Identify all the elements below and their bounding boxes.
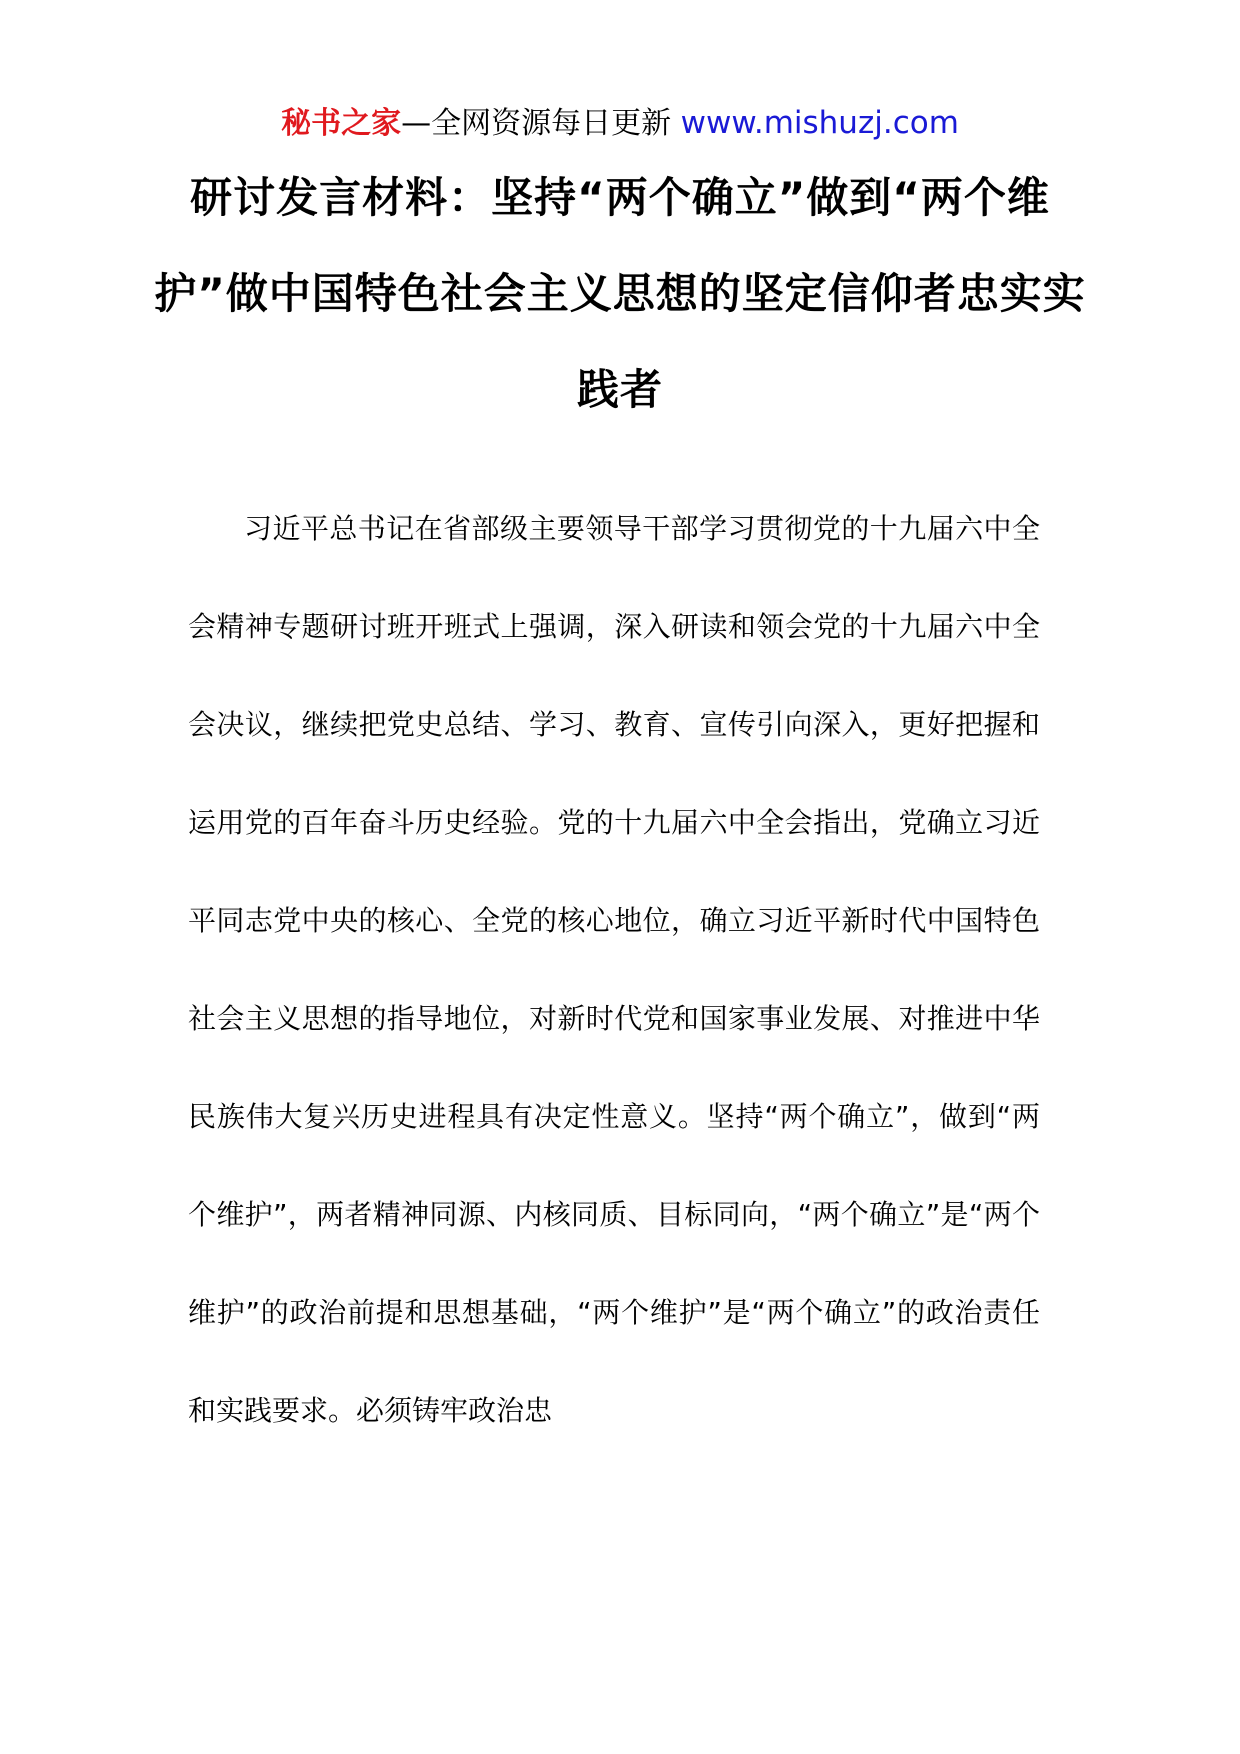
site-brand: 秘书之家 xyxy=(281,106,402,141)
site-tagline: —全网资源每日更新 xyxy=(401,106,681,141)
body-paragraph: 习近平总书记在省部级主要领导干部学习贯彻党的十九届六中全会精神专题研讨班开班式上强调，深入研读和领会党的十九届六中全会决议，继续把党史总结、学习、教育、宣传引向深入，更好把握和运用党的百年奋斗历史经验。党的十九届六中全会指出，党确立习近平同志党中央的核心、全党的核心地位，确立习近平新时代中国特色社会主义思想的指导地位，对新时代党和国家事业发展、对推进中华民族伟大复兴历史进程具有决定性意义。坚持“两个确立”，做到“两个维护”，两者精神同源、内核同质、目标同向，“两个确立”是“两个维护”的政治前提和思想基础，“两个维护”是“两个确立”的政治责任和实践要求。必须铸牢政治忠 xyxy=(188,512,1040,1427)
site-header xyxy=(0,103,1240,144)
site-url-link[interactable]: www.mishuzj.com xyxy=(680,105,959,141)
document-title: 研讨发言材料：坚持“两个确立”做到“两个维护”做中国特色社会主义思想的坚定信仰者忠实实践者 xyxy=(154,173,1086,414)
